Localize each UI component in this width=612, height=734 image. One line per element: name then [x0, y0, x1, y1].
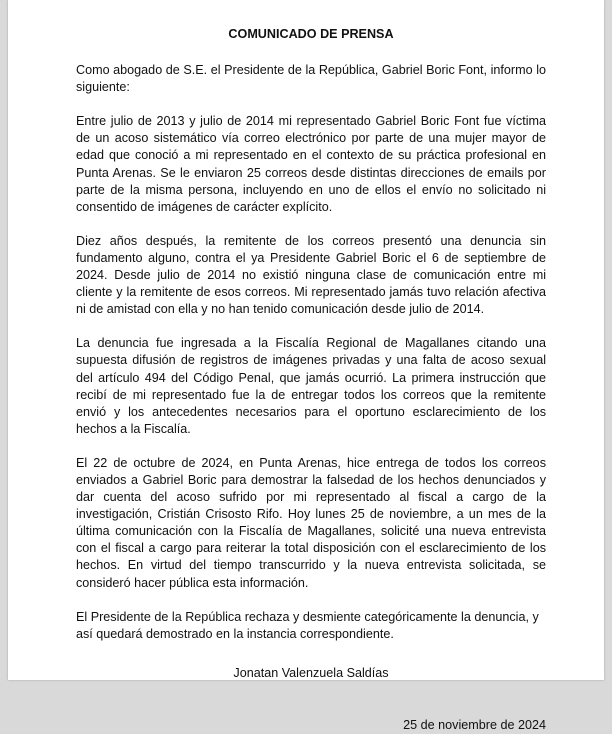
document-date: 25 de noviembre de 2024 [403, 717, 546, 732]
document-content [76, 26, 546, 734]
paragraph-complaint: Diez años después, la remitente de los correos presentó una denuncia sin fundamento alguno, contra el ya Presidente Gabriel Boric el 6 de septiembre de 2024. Desde julio de 2014 no existió ninguna clase de comunicación entre mi cliente y la remitente de esos correos. Mi representado jamás tuvo relación afectiva ni de amistad con ella y no han tenido comunicación desde julio de 2014. [76, 233, 546, 317]
paragraph-harassment: Entre julio de 2013 y julio de 2014 mi representado Gabriel Boric Font fue víctima de un acoso sistemático vía correo electrónico por parte de una mujer mayor de edad que conoció a mi representado en el contexto de su práctica profesional en Punta Arenas. Se le enviaron 25 correos desde distintas direcciones de emails por parte de la misma persona, incluyendo en uno de ellos el envío no solicitado ni consentido de imágenes de carácter explícito. [76, 114, 546, 214]
document-page [8, 0, 604, 732]
paragraph-delivery: El 22 de octubre de 2024, en Punta Arenas, hice entrega de todos los correos enviados a Gabriel Boric para demostrar la falsedad de los hechos denunciados y dar cuenta del acoso sufrido por mi representado al fiscal a cargo de la investigación, Cristián Crisosto Rifo. Hoy lunes 25 de noviembre, a un mes de la última comunicación con la Fiscalía de Magallanes, solicité una nueva entrevista con el fiscal a cargo para reiterar la total disposición con el esclarecimiento de los hechos. En virtud del tiempo transcurrido y la nueva entrevista solicitada, se consideró hacer pública esta información. [76, 455, 546, 590]
signature: Jonatan Valenzuela Saldías [233, 665, 389, 680]
paragraph-intro: Como abogado de S.E. el Presidente de la República, Gabriel Boric Font, informo lo siguiente: [76, 63, 546, 95]
paragraph-conclusion: El Presidente de la República rechaza y desmiente categóricamente la denuncia, y así quedará demostrado en la instancia correspondiente. [76, 609, 539, 641]
document-title: COMUNICADO DE PRENSA [228, 27, 394, 41]
paragraph-prosecutor: La denuncia fue ingresada a la Fiscalía Regional de Magallanes citando una supuesta difusión de registros de imágenes privadas y una falta de acoso sexual del artículo 494 del Código Penal, que jamás ocurrió. La primera instrucción que recibí de mi representado fue la de entregar todos los correos que la remitente envió y los antecedentes necesarios para el oportuno esclarecimiento de los hechos a la Fiscalía. [76, 336, 546, 436]
